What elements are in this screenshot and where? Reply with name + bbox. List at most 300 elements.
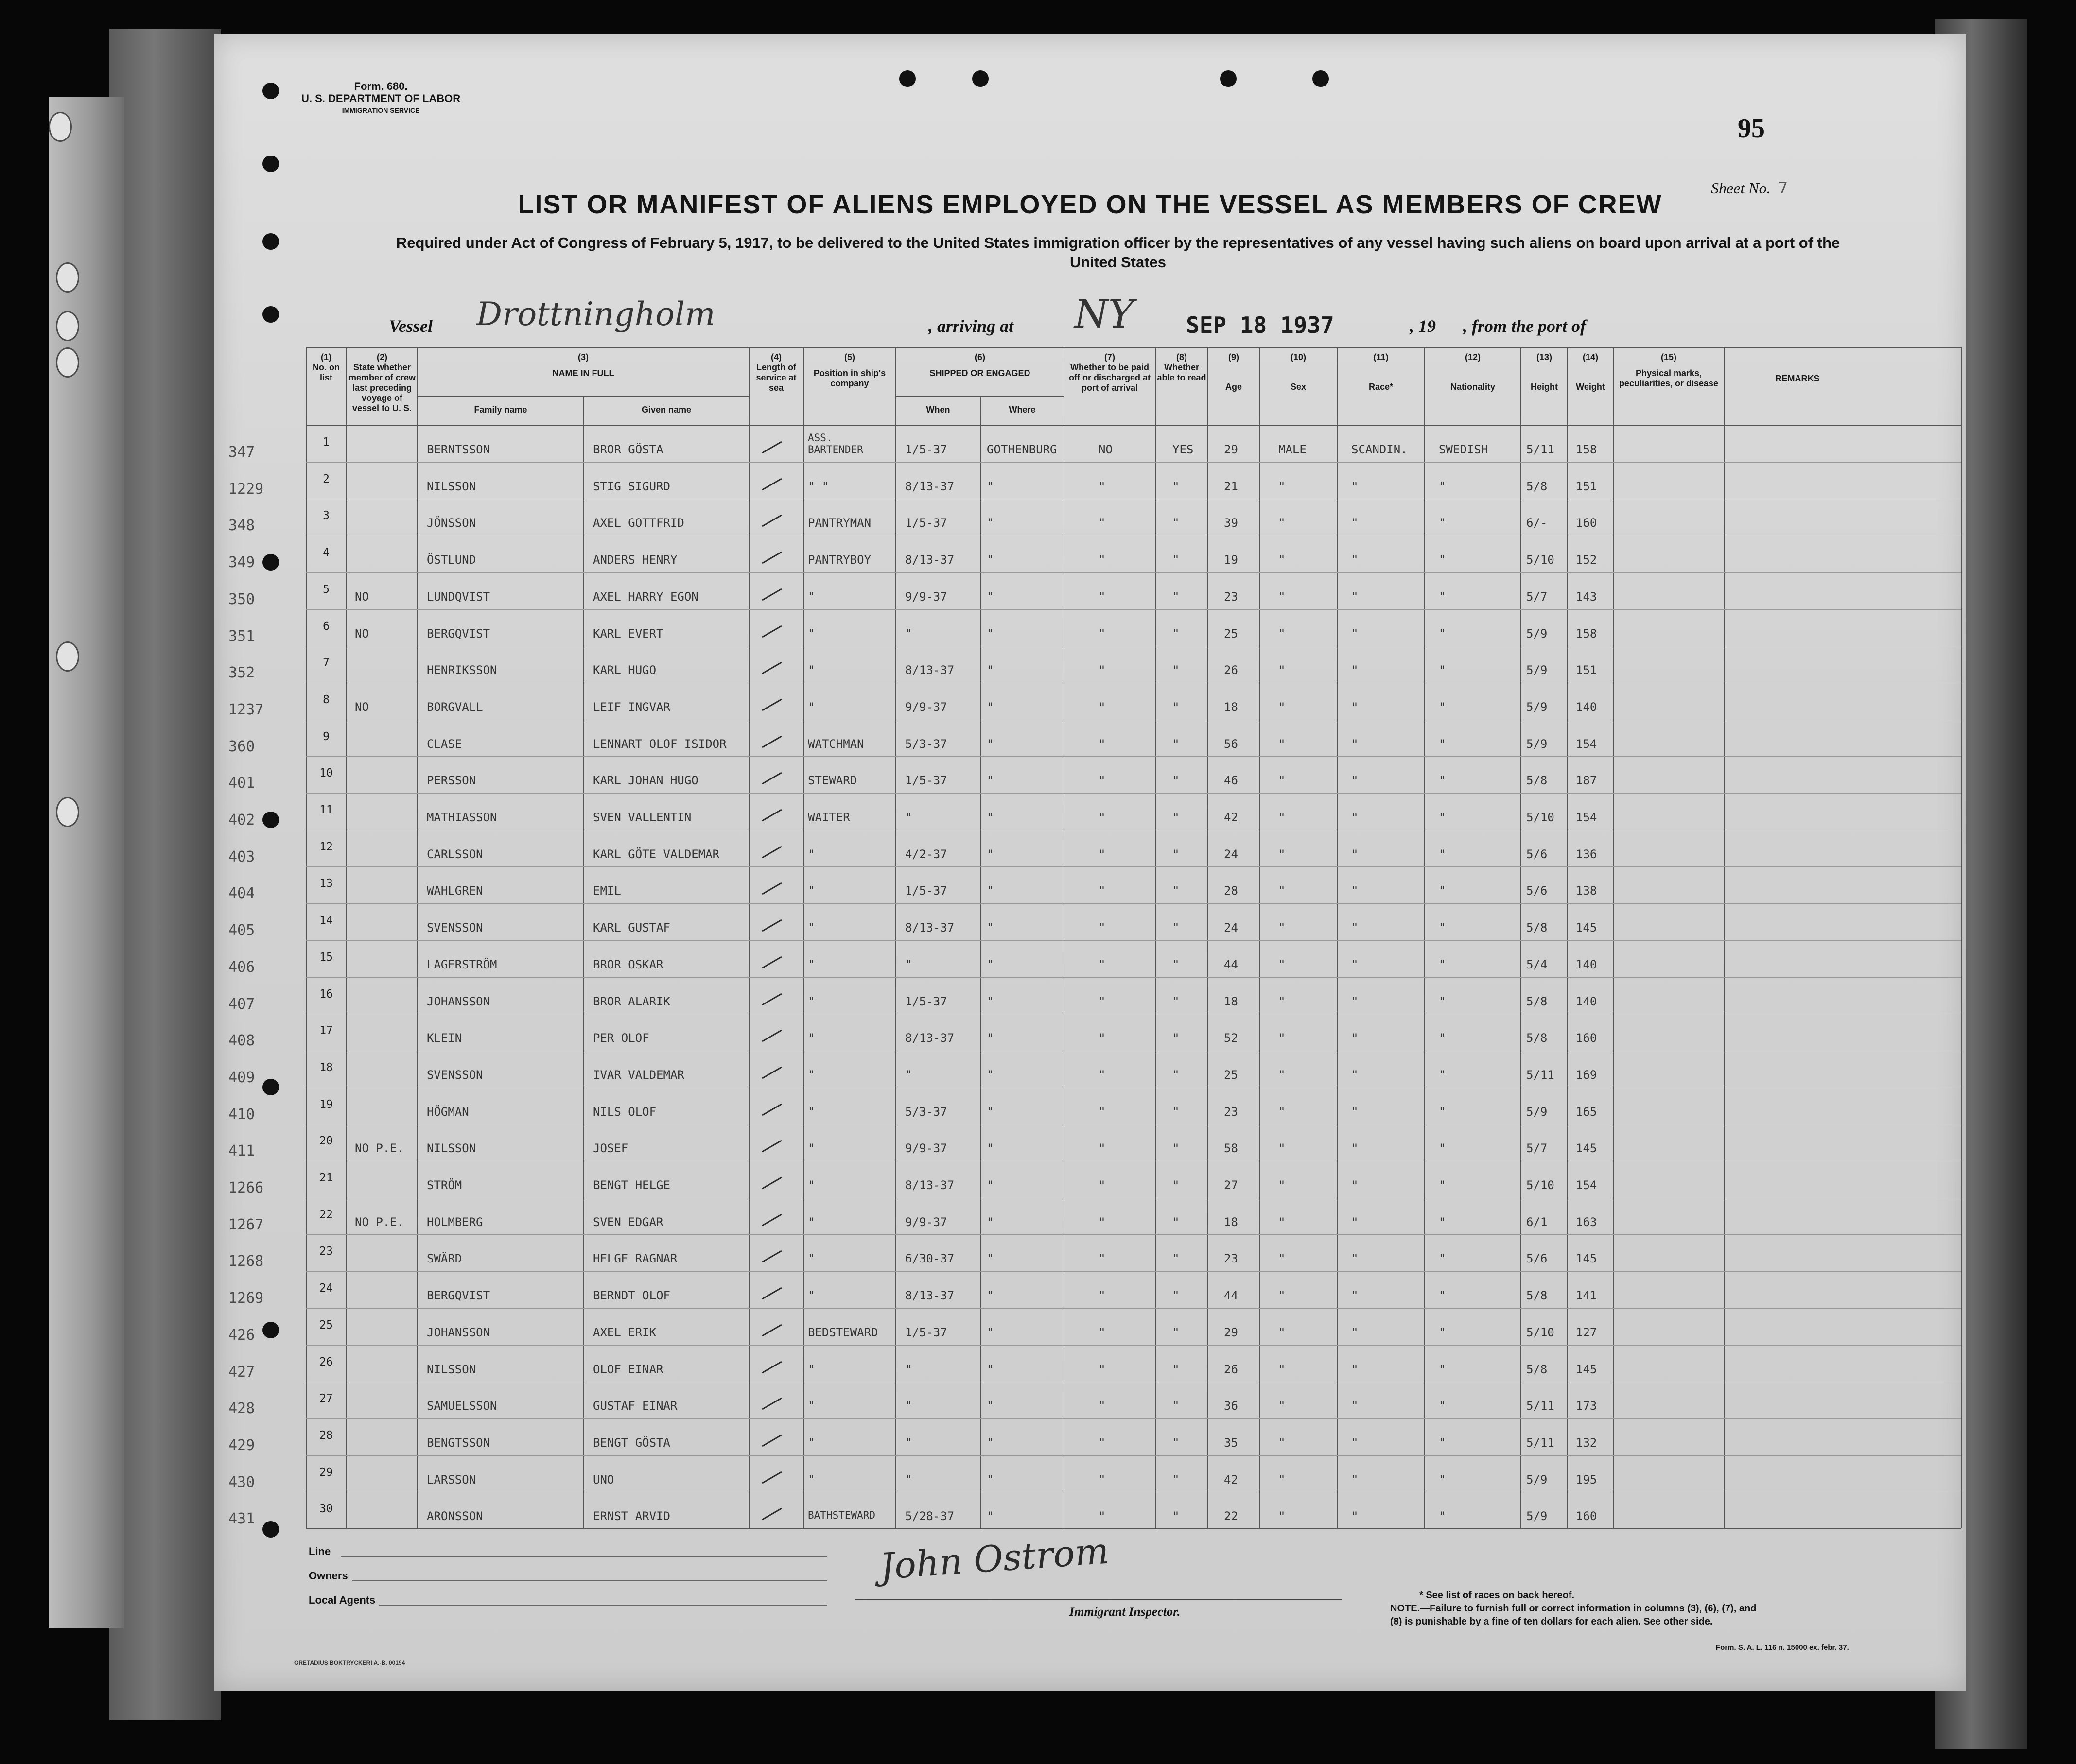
able-to-read-cell: "	[1172, 1435, 1180, 1450]
shipped-where-cell: "	[987, 1509, 994, 1523]
index-number: 429	[228, 1436, 255, 1454]
height-cell: 5/11	[1526, 1435, 1554, 1450]
sex-cell: "	[1278, 884, 1286, 898]
shipped-when-cell: "	[905, 1068, 912, 1082]
col-10-header: (10) Sex	[1290, 352, 1307, 392]
given-name-cell: BROR OSKAR	[593, 957, 663, 971]
index-number: 1229	[228, 480, 264, 498]
table-row	[228, 462, 1961, 499]
sex-cell: "	[1278, 589, 1286, 604]
sex-cell: "	[1278, 1289, 1286, 1303]
able-to-read-cell: "	[1172, 1362, 1180, 1376]
family-name-cell: STRÖM	[427, 1178, 462, 1192]
sex-cell: "	[1278, 663, 1286, 677]
sex-cell: "	[1278, 516, 1286, 530]
given-name-cell: ERNST ARVID	[593, 1509, 670, 1523]
family-name-cell: ARONSSON	[427, 1509, 483, 1523]
race-cell: "	[1351, 1362, 1359, 1376]
given-name-cell: LENNART OLOF ISIDOR	[593, 737, 727, 751]
given-name-cell: AXEL GOTTFRID	[593, 516, 684, 530]
line-number: 14	[319, 914, 333, 927]
punch-hole	[262, 306, 279, 323]
weight-cell: 140	[1576, 700, 1597, 714]
col-14-header: (14) Weight	[1576, 352, 1605, 392]
manifest-title: LIST OR MANIFEST OF ALIENS EMPLOYED ON THE VESSEL AS MEMBERS OF CREW	[518, 190, 1662, 219]
given-name-cell: IVAR VALDEMAR	[593, 1068, 684, 1082]
paid-off-cell: "	[1099, 957, 1106, 971]
index-number: 402	[228, 812, 255, 829]
family-name-cell: NILSSON	[427, 1141, 476, 1156]
check-mark	[762, 1435, 782, 1447]
check-mark	[762, 1287, 782, 1300]
able-to-read-cell: "	[1172, 957, 1180, 971]
line-number: 22	[319, 1208, 333, 1221]
row-rule	[306, 572, 1961, 573]
index-number: 348	[228, 517, 255, 535]
sex-cell: "	[1278, 1105, 1286, 1119]
row-rule	[306, 940, 1961, 941]
weight-cell: 154	[1576, 1178, 1597, 1192]
line-label: Line	[309, 1545, 331, 1557]
shipped-when-cell: 1/5-37	[905, 884, 947, 898]
check-mark	[762, 809, 782, 822]
weight-cell: 187	[1576, 774, 1597, 788]
height-cell: 5/11	[1526, 1399, 1554, 1413]
row-rule	[306, 756, 1961, 757]
given-name-cell: SVEN VALLENTIN	[593, 811, 692, 824]
paid-off-cell: "	[1099, 847, 1106, 861]
able-to-read-cell: "	[1172, 1252, 1180, 1266]
prev-voyage-cell: NO	[355, 700, 369, 714]
inspector-signature: John Ostrom	[878, 1530, 1110, 1588]
race-cell: "	[1351, 1105, 1359, 1119]
shipped-when-cell: "	[905, 626, 912, 640]
position-cell: BATHSTEWARD	[808, 1509, 876, 1522]
table-row	[228, 1418, 1961, 1455]
age-cell: 58	[1224, 1141, 1238, 1156]
position-cell: "	[808, 1362, 815, 1376]
age-cell: 18	[1224, 1215, 1238, 1229]
able-to-read-cell: "	[1172, 994, 1180, 1008]
nationality-cell: "	[1439, 1031, 1446, 1045]
sex-cell: "	[1278, 994, 1286, 1008]
date-stamp: SEP 18 1937	[1186, 312, 1334, 338]
table-row	[228, 1492, 1961, 1529]
position-cell: "	[808, 663, 815, 677]
nationality-cell: "	[1439, 1435, 1446, 1450]
punch-hole	[262, 554, 279, 571]
family-name-cell: JÖNSSON	[427, 516, 476, 530]
race-cell: "	[1351, 516, 1359, 530]
shipped-where-cell: "	[987, 589, 994, 604]
age-cell: 25	[1224, 626, 1238, 640]
position-cell: PANTRYBOY	[808, 553, 872, 567]
footnote	[1390, 1589, 1760, 1628]
shipped-where-cell: "	[987, 553, 994, 567]
height-cell: 5/9	[1526, 1105, 1548, 1119]
family-name-cell: HENRIKSSON	[427, 663, 497, 677]
height-cell: 5/7	[1526, 589, 1548, 604]
check-mark	[762, 662, 782, 674]
sex-cell: "	[1278, 1068, 1286, 1082]
shipped-when-cell: 8/13-37	[905, 1178, 955, 1192]
index-number: 430	[228, 1473, 255, 1491]
nationality-cell: "	[1439, 811, 1446, 824]
nationality-cell: "	[1439, 1068, 1446, 1082]
race-cell: "	[1351, 1178, 1359, 1192]
position-cell: ASS. BARTENDER	[808, 432, 863, 455]
shipped-where-cell: "	[987, 737, 994, 751]
line-number: 9	[323, 730, 330, 743]
race-cell: "	[1351, 589, 1359, 604]
weight-cell: 160	[1576, 516, 1597, 530]
position-cell: "	[808, 1252, 815, 1266]
sex-cell: "	[1278, 737, 1286, 751]
check-mark	[762, 552, 782, 564]
col-15-header: (15) Physical marks, peculiarities, or disease	[1619, 352, 1719, 388]
race-cell: "	[1351, 811, 1359, 824]
sex-cell: "	[1278, 1362, 1286, 1376]
height-cell: 5/8	[1526, 1289, 1548, 1303]
race-cell: "	[1351, 1325, 1359, 1339]
index-number: 1269	[228, 1290, 264, 1307]
family-name-cell: JOHANSSON	[427, 1325, 490, 1339]
table-row	[228, 1014, 1961, 1051]
manifest-subtitle: Required under Act of Congress of February 5, 1917, to be delivered to the United States immigration officer by the representatives of any vessel having such aliens on board upon arrival at a port of the United States	[396, 234, 1840, 271]
given-name-cell: GUSTAF EINAR	[593, 1399, 678, 1413]
age-cell: 35	[1224, 1435, 1238, 1450]
sex-cell: "	[1278, 1215, 1286, 1229]
age-cell: 39	[1224, 516, 1238, 530]
shipped-where-cell: "	[987, 957, 994, 971]
paid-off-cell: "	[1099, 663, 1106, 677]
weight-cell: 140	[1576, 994, 1597, 1008]
check-mark	[762, 1213, 782, 1226]
column-rule	[1520, 347, 1521, 1528]
race-cell: "	[1351, 737, 1359, 751]
index-number: 427	[228, 1363, 255, 1381]
column-rule	[1961, 347, 1962, 1528]
race-cell: "	[1351, 1252, 1359, 1266]
index-number: 410	[228, 1106, 255, 1123]
given-name-cell: KARL GÖTE VALDEMAR	[593, 847, 720, 861]
weight-cell: 165	[1576, 1105, 1597, 1119]
nationality-cell: "	[1439, 847, 1446, 861]
position-cell: "	[808, 1472, 815, 1487]
family-name-cell: HOLMBERG	[427, 1215, 483, 1229]
position-cell: "	[808, 1141, 815, 1156]
line-number: 17	[319, 1024, 333, 1038]
height-cell: 5/9	[1526, 1509, 1548, 1523]
height-cell: 5/6	[1526, 847, 1548, 861]
paid-off-cell: "	[1099, 700, 1106, 714]
paid-off-cell: "	[1099, 1472, 1106, 1487]
table-row	[228, 609, 1961, 646]
punch-hole	[1312, 70, 1329, 87]
family-name-cell: WAHLGREN	[427, 884, 483, 898]
shipped-when-cell: 8/13-37	[905, 1031, 955, 1045]
shipped-where-cell: "	[987, 700, 994, 714]
age-cell: 28	[1224, 884, 1238, 898]
nationality-cell: "	[1439, 957, 1446, 971]
year-label: , 19	[1410, 316, 1436, 336]
line-number: 11	[319, 804, 333, 816]
row-rule	[306, 866, 1961, 867]
able-to-read-cell: "	[1172, 1031, 1180, 1045]
paid-off-cell: "	[1099, 553, 1106, 567]
height-cell: 5/11	[1526, 443, 1554, 456]
sex-cell: "	[1278, 1399, 1286, 1413]
punch-hole	[1220, 70, 1237, 87]
check-mark	[762, 993, 782, 1005]
nationality-cell: "	[1439, 1178, 1446, 1192]
paid-off-cell: "	[1099, 589, 1106, 604]
check-mark	[762, 772, 782, 785]
weight-cell: 145	[1576, 921, 1597, 935]
column-rule	[1724, 347, 1725, 1528]
line-number: 19	[319, 1098, 333, 1111]
check-mark	[762, 1140, 782, 1153]
shipped-where-cell: "	[987, 1215, 994, 1229]
col-5-header: (5) Position in ship's company	[813, 352, 886, 388]
family-name-cell: NILSSON	[427, 479, 476, 493]
sex-cell: "	[1278, 1252, 1286, 1266]
able-to-read-cell: "	[1172, 553, 1180, 567]
family-name-cell: JOHANSSON	[427, 994, 490, 1008]
check-mark	[762, 882, 782, 895]
given-name-cell: KARL JOHAN HUGO	[593, 774, 698, 788]
shipped-when-cell: 5/28-37	[905, 1509, 955, 1523]
table-row	[228, 1124, 1961, 1161]
height-cell: 5/8	[1526, 1362, 1548, 1376]
index-number: 1268	[228, 1253, 264, 1270]
row-rule	[306, 793, 1961, 794]
race-cell: "	[1351, 553, 1359, 567]
column-rule	[1424, 347, 1425, 1528]
paid-off-cell: "	[1099, 1031, 1106, 1045]
column-rule	[803, 347, 804, 1528]
family-name-cell: BERNTSSON	[427, 443, 490, 456]
weight-cell: 154	[1576, 811, 1597, 824]
position-cell: WAITER	[808, 811, 850, 824]
able-to-read-cell: "	[1172, 700, 1180, 714]
race-cell: "	[1351, 700, 1359, 714]
check-mark	[762, 1508, 782, 1521]
family-name-cell: KLEIN	[427, 1031, 462, 1045]
table-row	[228, 1345, 1961, 1382]
check-mark	[762, 625, 782, 638]
age-cell: 18	[1224, 700, 1238, 714]
family-name-cell: HÖGMAN	[427, 1105, 469, 1119]
index-number: 352	[228, 664, 255, 682]
given-name-cell: STIG SIGURD	[593, 479, 670, 493]
shipped-when-cell: 8/13-37	[905, 663, 955, 677]
race-cell: "	[1351, 1435, 1359, 1450]
shipped-when-header: When	[926, 405, 950, 415]
weight-cell: 132	[1576, 1435, 1597, 1450]
position-cell: "	[808, 700, 815, 714]
binder-hole	[56, 262, 79, 293]
arriving-port: NY	[1074, 292, 1134, 337]
index-number: 1266	[228, 1179, 264, 1196]
table-row	[228, 903, 1961, 940]
sheet-value: 7	[1778, 179, 1788, 197]
index-number: 404	[228, 885, 255, 902]
line-number: 27	[319, 1392, 333, 1405]
age-cell: 26	[1224, 1362, 1238, 1376]
able-to-read-cell: "	[1172, 921, 1180, 935]
vessel-label: Vessel	[389, 316, 433, 336]
check-mark	[762, 588, 782, 601]
sex-cell: "	[1278, 1325, 1286, 1339]
row-rule	[306, 1271, 1961, 1272]
nationality-cell: "	[1439, 1215, 1446, 1229]
line-number: 23	[319, 1245, 333, 1258]
age-cell: 29	[1224, 1325, 1238, 1339]
position-cell: STEWARD	[808, 774, 857, 788]
race-cell: "	[1351, 847, 1359, 861]
shipped-when-cell: 8/13-37	[905, 1289, 955, 1303]
nationality-cell: "	[1439, 1252, 1446, 1266]
col-7-header: (7) Whether to be paid off or discharged at port of arrival	[1068, 352, 1151, 393]
position-cell: "	[808, 847, 815, 861]
age-cell: 44	[1224, 1289, 1238, 1303]
shipped-when-cell: "	[905, 1435, 912, 1450]
able-to-read-cell: YES	[1172, 443, 1194, 456]
line-number: 1	[323, 436, 330, 449]
age-cell: 21	[1224, 479, 1238, 493]
given-name-cell: BENGT GÖSTA	[593, 1435, 670, 1450]
check-mark	[762, 1177, 782, 1190]
table-row	[228, 1198, 1961, 1235]
weight-cell: 151	[1576, 479, 1597, 493]
shipped-when-cell: 6/30-37	[905, 1252, 955, 1266]
col-13-header: (13) Height	[1531, 352, 1558, 392]
weight-cell: 163	[1576, 1215, 1597, 1229]
height-cell: 5/8	[1526, 479, 1548, 493]
index-number: 408	[228, 1032, 255, 1050]
table-row	[228, 572, 1961, 609]
shipped-when-cell: 9/9-37	[905, 1215, 947, 1229]
given-name-cell: PER OLOF	[593, 1031, 649, 1045]
shipped-when-cell: 9/9-37	[905, 700, 947, 714]
paid-off-cell: "	[1099, 1141, 1106, 1156]
race-cell: "	[1351, 1068, 1359, 1082]
punch-hole	[262, 1521, 279, 1538]
age-cell: 22	[1224, 1509, 1238, 1523]
subheader-rule	[417, 396, 749, 397]
shipped-when-cell: "	[905, 957, 912, 971]
index-number: 1267	[228, 1216, 264, 1233]
able-to-read-cell: "	[1172, 811, 1180, 824]
line-number: 7	[323, 657, 330, 670]
col-3-header: (3) NAME IN FULL	[552, 352, 614, 378]
table-row	[228, 425, 1961, 462]
signature-rule	[855, 1599, 1342, 1600]
paid-off-cell: "	[1099, 774, 1106, 788]
paid-off-cell: "	[1099, 921, 1106, 935]
table-row	[228, 683, 1961, 720]
race-cell: "	[1351, 1141, 1359, 1156]
given-name-cell: LEIF INGVAR	[593, 700, 670, 714]
race-cell: "	[1351, 1399, 1359, 1413]
nationality-cell: "	[1439, 663, 1446, 677]
position-cell: " "	[808, 479, 829, 493]
height-cell: 5/9	[1526, 626, 1548, 640]
able-to-read-cell: "	[1172, 1325, 1180, 1339]
nationality-cell: "	[1439, 1509, 1446, 1523]
line-number: 30	[319, 1503, 333, 1516]
nationality-cell: SWEDISH	[1439, 443, 1488, 456]
weight-cell: 141	[1576, 1289, 1597, 1303]
given-name-cell: AXEL HARRY EGON	[593, 589, 698, 604]
table-row	[228, 830, 1961, 867]
height-cell: 5/9	[1526, 700, 1548, 714]
nationality-cell: "	[1439, 1141, 1446, 1156]
able-to-read-cell: "	[1172, 1472, 1180, 1487]
column-rule	[1613, 347, 1614, 1528]
row-rule	[306, 1345, 1961, 1346]
column-rule	[417, 347, 418, 1528]
weight-cell: 169	[1576, 1068, 1597, 1082]
shipped-when-cell: "	[905, 811, 912, 824]
punch-hole	[262, 156, 279, 172]
table-row	[228, 1308, 1961, 1345]
age-cell: 18	[1224, 994, 1238, 1008]
paid-off-cell: "	[1099, 479, 1106, 493]
col-11-header: (11) Race*	[1368, 352, 1394, 392]
row-rule	[306, 1455, 1961, 1456]
given-name-cell: BROR GÖSTA	[593, 443, 663, 456]
age-cell: 24	[1224, 847, 1238, 861]
index-number: 428	[228, 1400, 255, 1418]
nationality-cell: "	[1439, 994, 1446, 1008]
shipped-where-cell: "	[987, 1178, 994, 1192]
punch-hole	[262, 1079, 279, 1095]
race-cell: "	[1351, 1031, 1359, 1045]
position-cell: "	[808, 1399, 815, 1413]
sex-cell: "	[1278, 479, 1286, 493]
row-rule	[306, 1308, 1961, 1309]
binder-hole	[56, 797, 79, 827]
shipped-where-cell: "	[987, 1068, 994, 1082]
sex-cell: "	[1278, 921, 1286, 935]
able-to-read-cell: "	[1172, 737, 1180, 751]
line-number: 5	[323, 583, 330, 596]
form-footer: Form. S. A. L. 116 n. 15000 ex. febr. 37.	[1716, 1643, 1849, 1652]
index-number: 401	[228, 775, 255, 792]
height-cell: 5/4	[1526, 957, 1548, 971]
age-cell: 36	[1224, 1399, 1238, 1413]
height-cell: 5/8	[1526, 774, 1548, 788]
able-to-read-cell: "	[1172, 1068, 1180, 1082]
table-row	[228, 720, 1961, 757]
height-cell: 6/1	[1526, 1215, 1548, 1229]
weight-cell: 158	[1576, 443, 1597, 456]
subheader-rule	[895, 396, 1064, 397]
shipped-when-cell: "	[905, 1472, 912, 1487]
line-number: 2	[323, 472, 330, 485]
column-rule	[1337, 347, 1338, 1528]
given-name-cell: BERNDT OLOF	[593, 1289, 670, 1303]
race-cell: "	[1351, 479, 1359, 493]
able-to-read-cell: "	[1172, 1105, 1180, 1119]
paid-off-cell: "	[1099, 516, 1106, 530]
height-cell: 5/10	[1526, 1325, 1554, 1339]
shipped-where-cell: "	[987, 1435, 994, 1450]
col-6-header: (6) SHIPPED OR ENGAGED	[929, 352, 1030, 378]
family-name-cell: NILSSON	[427, 1362, 476, 1376]
